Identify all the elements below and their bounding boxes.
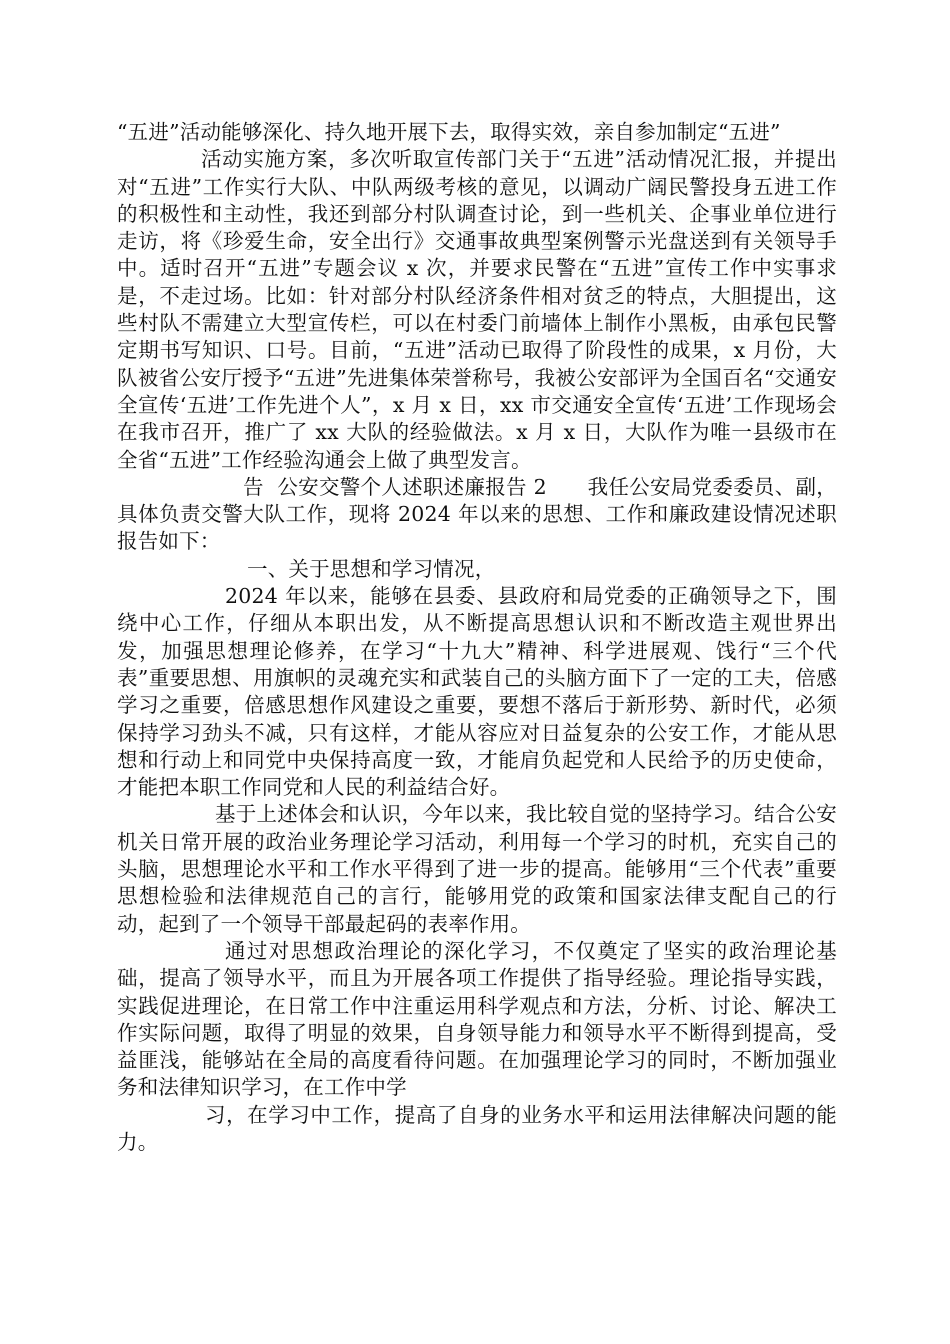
paragraph-five-advances-activity: 活动实施方案，多次听取宣传部门关于“五进”活动情况汇报，并提出对“五进”工作实行大队、中队两级考核的意见，以调动广阔民警投身五进工作的积极性和主动性，我还到部分村队调查讨论，到一些机关、企事业单位进行走访，将《珍爱生命，安全出行》交通事故典型案例警示光盘送到有关领导手中。适时召开“五进”专题会议 x 次，并要求民警在“五进”宣传工作中实事求是，不走过场。比如：针对部分村队经济条件相对贫乏的特点，大胆提出，这些村队不需建立大型宣传栏，可以在村委门前墙体上制作小黑板，由承包民警定期书写知识、口号。目前，“五进”活动已取得了阶段性的成果，x 月份，大队被省公安厅授予“五进”先进集体荣誉称号，我被公安部评为全国百名“交通安全宣传‘五进’工作先进个人”，x 月 x 日，xx 市交通安全宣传‘五进’工作现场会在我市召开，推广了 xx 大队的经验做法。x 月 x 日，大队作为唯一县级市在全省“五进”工作经验沟通会上做了典型发言。 xyxy=(117,147,837,472)
paragraph-business-ability: 习，在学习中工作，提高了自身的业务水平和运用法律解决问题的能力。 xyxy=(117,1102,837,1154)
paragraph-study-since-2024: 2024 年以来，能够在县委、县政府和局党委的正确领导之下，围绕中心工作，仔细从本职出发，从不断提高思想认识和不断改造主观世界出发，加强思想理论修养，在学习“十九大”精神、科学进展观、饯行“三个代表”重要思想、用旗帜的灵魂充实和武装自己的头脑方面下了一定的工夫，倍感学习之重要，倍感思想作风建设之重要，要想不落后于新形势、新时代，必须保持学习劲头不减，只有这样，才能从容应对日益复杂的公安工作，才能从思想和行动上和同党中央保持高度一致，才能肩负起党和人民给予的历史使命，才能把本职工作同党和人民的利益结合好。 xyxy=(117,584,837,800)
paragraph-theory-practice: 通过对思想政治理论的深化学习，不仅奠定了坚实的政治理论基础，提高了领导水平，而且为开展各项工作提供了指导经验。理论指导实践，实践促进理论，在日常工作中注重运用科学观点和方法，分析、讨论、解决工作实际问题，取得了明显的效果，自身领导能力和领导水平不断得到提高，受益匪浅，能够站在全局的高度看待问题。在加强理论学习的同时，不断加强业务和法律知识学习，在工作中学 xyxy=(117,938,837,1100)
paragraph-continuation: “五进”活动能够深化、持久地开展下去，取得实效，亲自参加制定“五进” xyxy=(117,120,781,144)
paragraph-report-intro: 告 公安交警个人述职述廉报告 2 我任公安局党委委员、副，具体负责交警大队工作，现将 2024 年以来的思想、工作和廉政建设情况述职报告如下： xyxy=(117,474,837,554)
section-heading-thought-and-study: 一、关于思想和学习情况， xyxy=(247,556,496,581)
document-body xyxy=(117,119,837,1156)
paragraph-self-study: 基于上述体会和认识，今年以来，我比较自觉的坚持学习。结合公安机关日常开展的政治业务理论学习活动，利用每一个学习的时机，充实自己的头脑，思想理论水平和工作水平得到了进一步的提高。能够用“三个代表”重要思想检验和法律规范自己的言行，能够用党的政策和国家法律支配自己的行动，起到了一个领导干部最起码的表率作用。 xyxy=(117,802,837,936)
